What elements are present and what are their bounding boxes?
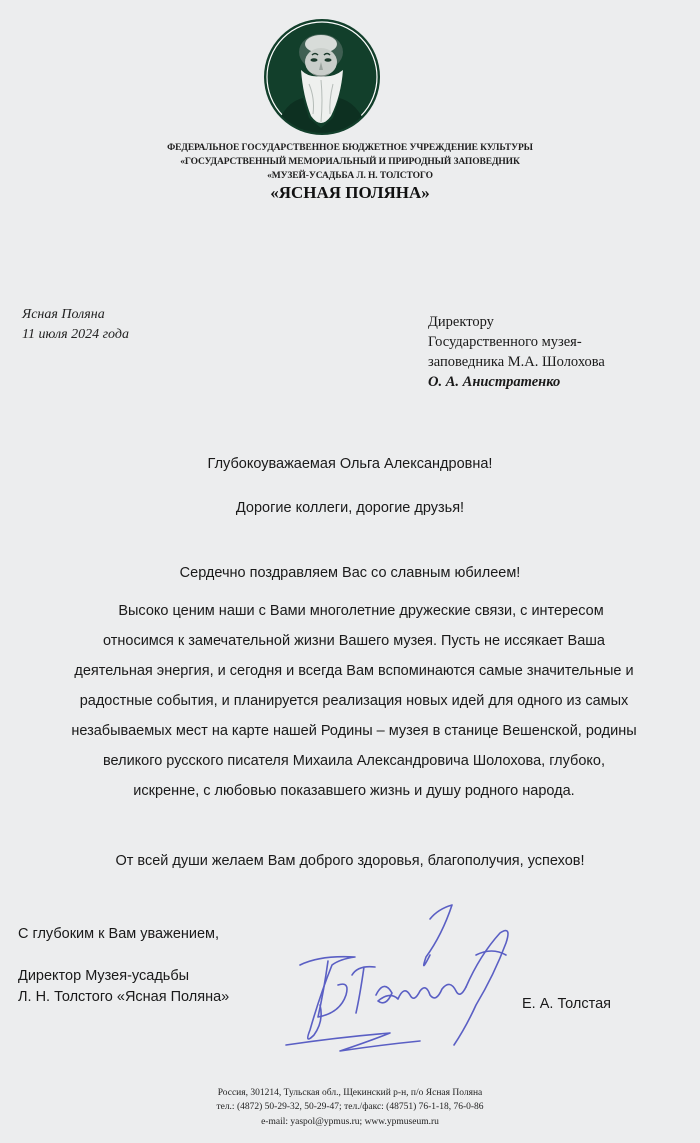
body-line: искренне, с любовью показавшего жизнь и душу родного народа. [133, 783, 575, 799]
place-date-block [22, 305, 129, 345]
org-line-1: ФЕДЕРАЛЬНОЕ ГОСУДАРСТВЕННОЕ БЮДЖЕТНОЕ УЧРЕЖДЕНИЕ КУЛЬТУРЫ [167, 143, 533, 153]
tolstoy-portrait-emblem-icon [263, 18, 381, 136]
org-line-2: «ГОСУДАРСТВЕННЫЙ МЕМОРИАЛЬНЫЙ И ПРИРОДНЫЙ ЗАПОВЕДНИК [180, 157, 520, 167]
director-title [18, 966, 229, 1008]
footer-address: Россия, 301214, Тульская обл., Щекинский р-н, п/о Ясная Поляна [217, 1088, 483, 1098]
salutation-secondary: Дорогие коллеги, дорогие друзья! [235, 500, 465, 516]
place: Ясная Поляна [22, 307, 105, 322]
wish-line: От всей души желаем Вам доброго здоровья, благополучия, успехов! [115, 853, 585, 869]
recipient-line-1: Директору [428, 314, 494, 330]
body-line: Высоко ценим наши с Вами многолетние дружеские связи, с интересом [118, 603, 604, 619]
director-line-1: Директор Музея-усадьбы [18, 968, 190, 984]
recipient-line-3: заповедника М.А. Шолохова [428, 354, 605, 370]
org-name: «ЯСНАЯ ПОЛЯНА» [270, 183, 430, 202]
footer-contacts: e-mail: yaspol@ypmus.ru; www.ypmuseum.ru [261, 1117, 439, 1127]
recipient-line-2: Государственного музея- [428, 334, 582, 350]
body-line: деятельная энергия, и сегодня и всегда Вам вспоминаются самые значительные и [74, 663, 634, 679]
director-line-2: Л. Н. Толстого «Ясная Поляна» [18, 989, 230, 1005]
salutation: Глубокоуважаемая Ольга Александровна! [207, 456, 493, 472]
handwritten-signature-icon [280, 895, 530, 1065]
closing-line: С глубоким к Вам уважением, [18, 926, 220, 942]
recipient-block [428, 312, 605, 392]
body-line: радостные события, и планируется реализация новых идей для одного из самых [79, 693, 629, 709]
signer-name: Е. А. Толстая [522, 996, 612, 1012]
body-line: относимся к замечательной жизни Вашего музея. Пусть не иссякает Ваша [103, 633, 605, 649]
footer-phones: тел.: (4872) 50-29-32, 50-29-47; тел./факс: (48751) 76-1-18, 76-0-86 [216, 1102, 484, 1112]
recipient-name: О. А. Анистратенко [428, 374, 561, 390]
body-line: незабываемых мест на карте нашей Родины – музея в станице Вешенской, родины [71, 723, 637, 739]
congratulation-line: Сердечно поздравляем Вас со славным юбилеем! [179, 565, 521, 581]
body-line: великого русского писателя Михаила Александровича Шолохова, глубоко, [102, 753, 606, 769]
date: 11 июля 2024 года [22, 327, 129, 342]
letter-body [16, 596, 692, 806]
org-line-3: «МУЗЕЙ-УСАДЬБА Л. Н. ТОЛСТОГО [267, 171, 433, 181]
